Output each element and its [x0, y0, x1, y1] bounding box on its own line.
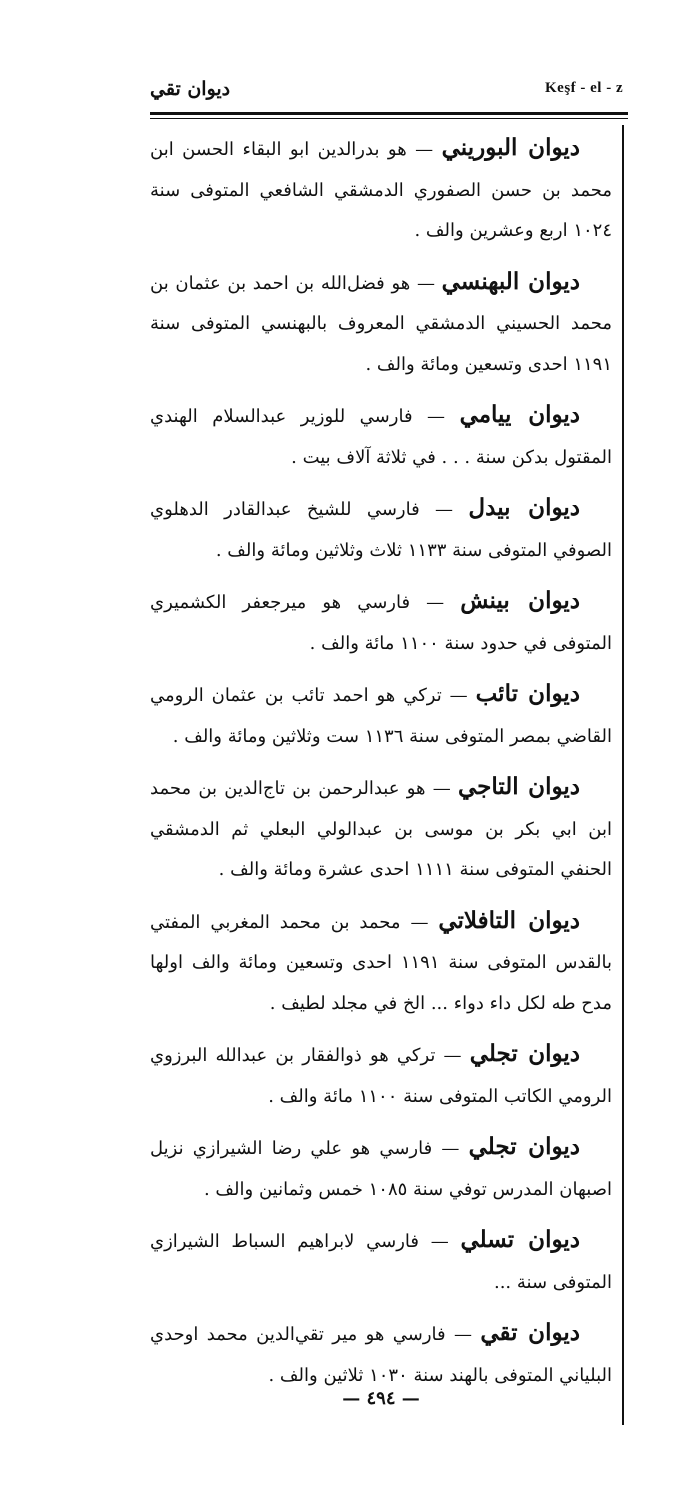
entry-body: — فارسي للوزير عبدالسلام الهندي المقتول بدكن سنة . . . في ثلاثة آلاف بيت . — [150, 406, 612, 468]
entry-body: — هو فضل‌الله بن احمد بن عثمان بن محمد الحسيني الدمشقي المعروف بالبهنسي المتوفى سنة ١١٩١ احدى وتسعين ومائة والف . — [150, 272, 612, 375]
header-rule-thick — [150, 112, 628, 115]
entry — [150, 395, 612, 478]
entry-title: ديوان التافلاتي — [438, 906, 580, 934]
running-title: ديوان تقي — [150, 78, 231, 100]
entry-title: ديوان التاجي — [457, 773, 580, 800]
entry-title: ديوان تقي — [480, 1319, 580, 1346]
entry — [150, 262, 612, 386]
entry-title: ديوان تجلي — [469, 1040, 580, 1067]
page-number: — ٤٩٤ — — [342, 1388, 420, 1409]
entry-body: — فارسي هو علي رضا الشيرازي نزيل اصبهان المدرس توفي سنة ١٠٨٥ خمس وثمانين والف . — [150, 1138, 612, 1200]
entries-column — [150, 128, 612, 1406]
entry-title: ديوان تائب — [475, 680, 580, 707]
entry — [150, 674, 612, 757]
entry-body: — فارسي هو ميرجعفر الكشميري المتوفى في حدود سنة ١١٠٠ مائة والف . — [150, 592, 612, 654]
margin-rule — [622, 125, 624, 1425]
entry — [150, 128, 612, 252]
entry-body: — هو عبدالرحمن بن تاج‌الدين بن محمد ابن ابي بكر بن موسى بن عبدالولي البعلي ثم الدمشقي الحنفي المتوفى سنة ١١١١ احدى عشرة ومائة والف . — [150, 778, 612, 880]
entry-body: — محمد بن محمد المغربي المفتي بالقدس المتوفى سنة ١١٩١ احدى وتسعين ومائة والف اولها مدح طه لكل داء دواء ... الخ في مجلد لطيف . — [150, 911, 612, 1014]
entry — [150, 1034, 612, 1117]
entry — [150, 1313, 612, 1396]
entry-title: ديوان تسلي — [460, 1226, 580, 1253]
running-code: Keşf - el - z — [545, 80, 624, 96]
entry — [150, 1220, 612, 1303]
entry — [150, 901, 612, 1025]
entry-body: — فارسي لابراهيم السباط الشيرازي المتوفى سنة ... — [150, 1231, 612, 1293]
header-rule-thin — [150, 118, 628, 119]
entry-body: — فارسي للشيخ عبدالقادر الدهلوي الصوفي المتوفى سنة ١١٣٣ ثلاث وثلاثين ومائة والف . — [150, 499, 612, 561]
entry-title: ديوان تجلي — [468, 1133, 580, 1160]
entry-body: — تركي هو ذوالفقار بن عبدالله البرزوي الرومي الكاتب المتوفى سنة ١١٠٠ مائة والف . — [150, 1045, 612, 1107]
entry — [150, 488, 612, 571]
entry-body: — هو بدرالدين ابو البقاء الحسن ابن محمد بن حسن الصفوري الدمشقي الشافعي المتوفى سنة ١٠٢٤ اربع وعشرين والف . — [150, 139, 612, 241]
entry-body: — تركي هو احمد تائب بن عثمان الرومي القاضي بمصر المتوفى سنة ١١٣٦ ست وثلاثين ومائة والف . — [150, 685, 612, 747]
entry — [150, 581, 612, 664]
entry-title: ديوان بينش — [460, 587, 580, 614]
page-header — [0, 0, 688, 120]
entry-body: — فارسي هو مير تقي‌الدين محمد اوحدي البلياني المتوفى بالهند سنة ١٠٣٠ ثلاثين والف . — [150, 1324, 612, 1386]
entry-title: ديوان بيدل — [468, 494, 580, 521]
entry-title: ديوان البوريني — [441, 134, 580, 161]
entry — [150, 767, 612, 891]
entry-title: ديوان ييامي — [459, 401, 580, 428]
entry — [150, 1127, 612, 1210]
entry-title: ديوان البهنسي — [441, 267, 580, 295]
